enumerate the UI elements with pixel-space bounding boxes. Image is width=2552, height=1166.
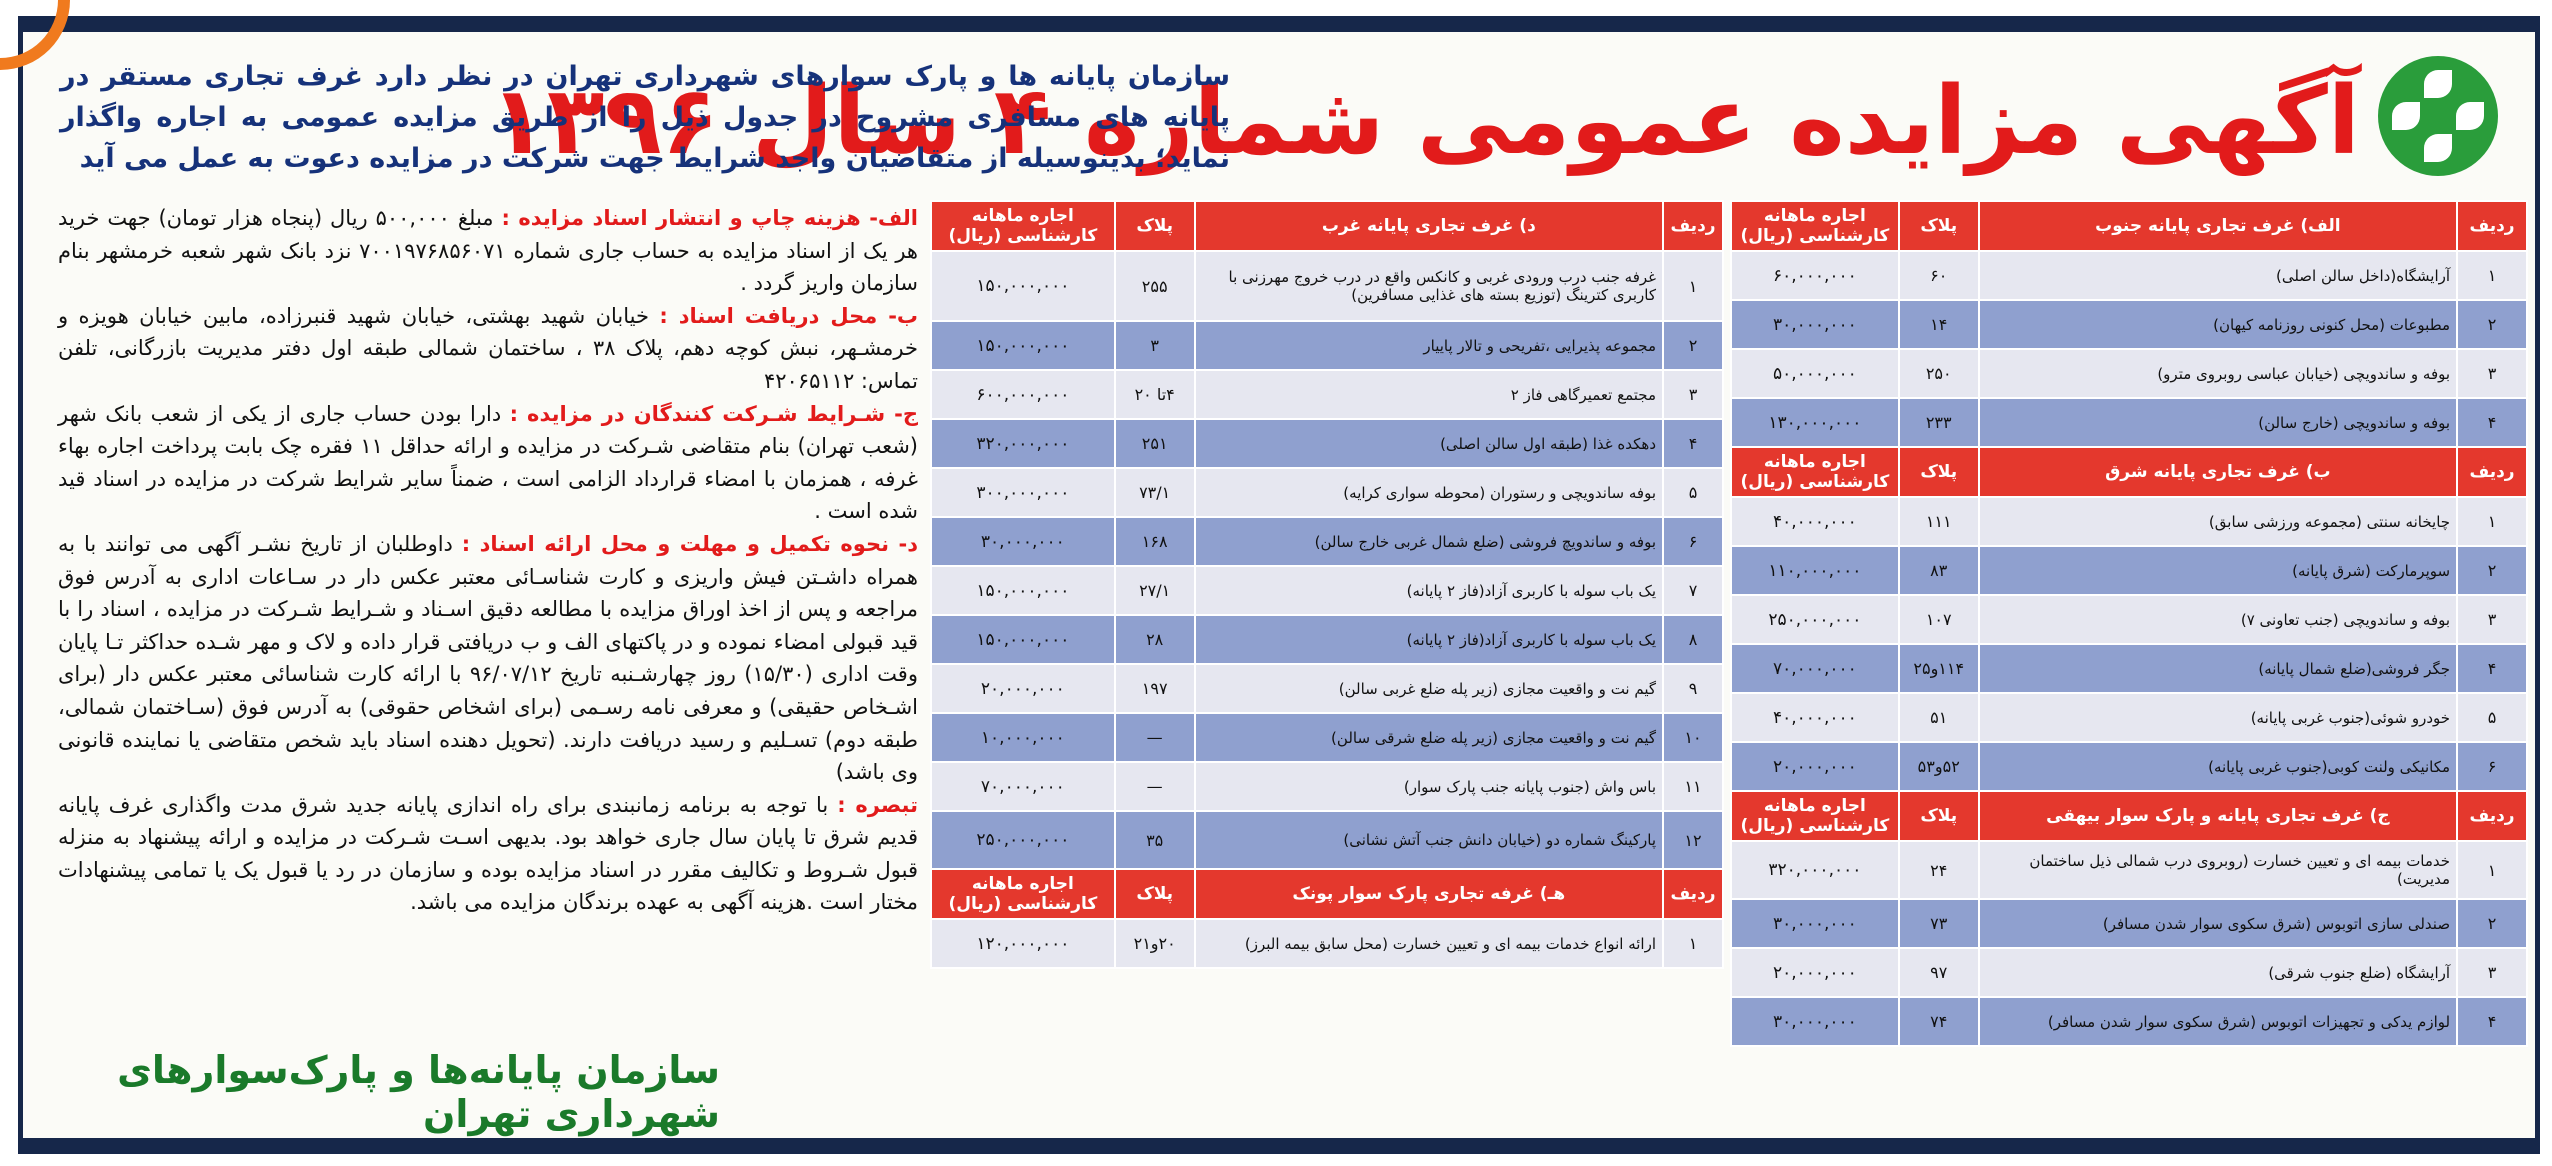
- table-header-a: [1731, 201, 2527, 251]
- plate-number: ۲۷/۱: [1115, 566, 1195, 615]
- item-name: بوفه و ساندویچی (جنب تعاونی ۷): [1979, 595, 2457, 644]
- item-name: بوفه و ساندویچی (خیابان عباسی روبروی مترو): [1979, 349, 2457, 398]
- plate-number: ۲۸: [1115, 615, 1195, 664]
- header-row-label: ردیف: [1663, 869, 1723, 919]
- table-row: [931, 419, 1723, 468]
- plate-number: ۲۵۵: [1115, 251, 1195, 321]
- plate-number: ۴تا ۲۰: [1115, 370, 1195, 419]
- table-row: [931, 615, 1723, 664]
- monthly-rent: ۱۵۰,۰۰۰,۰۰۰: [931, 321, 1115, 370]
- table-row: [1731, 595, 2527, 644]
- header-rent-label: اجاره ماهانه کارشناسی (ریال): [931, 201, 1115, 251]
- item-name: غرفه جنب درب ورودی غربی و کانکس واقع در درب خروج مهرزنی با کاربری کترینگ (توزیع بسته های غذایی مسافرین): [1195, 251, 1663, 321]
- auction-tables: [930, 200, 2528, 1130]
- item-name: مجموعه پذیرایی ،تفریحی و تالار پاییار: [1195, 321, 1663, 370]
- terms-b-heading: ب- محل دریافت اسناد :: [659, 303, 919, 328]
- table-row: [1731, 742, 2527, 791]
- row-number: ۷: [1663, 566, 1723, 615]
- row-number: ۴: [1663, 419, 1723, 468]
- plate-number: ۱۱۴و۲۵: [1899, 644, 1979, 693]
- plate-number: ۲۰و۲۱: [1115, 919, 1195, 968]
- row-number: ۸: [1663, 615, 1723, 664]
- table-row: [931, 811, 1723, 869]
- row-number: ۲: [2457, 300, 2527, 349]
- item-name: بوفه و ساندویچ فروشی (ضلع شمال غربی خارج سالن): [1195, 517, 1663, 566]
- plate-number: ۷۳/۱: [1115, 468, 1195, 517]
- monthly-rent: ۴۰,۰۰۰,۰۰۰: [1731, 693, 1899, 742]
- row-number: ۳: [2457, 948, 2527, 997]
- monthly-rent: ۳۰۰,۰۰۰,۰۰۰: [931, 468, 1115, 517]
- row-number: ۴: [2457, 644, 2527, 693]
- top-border: [18, 16, 2540, 32]
- monthly-rent: ۶۰۰,۰۰۰,۰۰۰: [931, 370, 1115, 419]
- ad-title: آگهی مزایده عمومی شماره ۴ سال ۱۳۹۶: [489, 67, 2360, 176]
- table-row: [1731, 546, 2527, 595]
- tehran-municipality-logo-icon: [2378, 56, 2498, 176]
- row-number: ۱: [2457, 841, 2527, 899]
- table-header-d: [931, 201, 1723, 251]
- table-row: [1731, 644, 2527, 693]
- row-number: ۴: [2457, 398, 2527, 447]
- item-name: یک باب سوله با کاربری آزاد(فاز ۲ پایانه): [1195, 566, 1663, 615]
- plate-number: ۶۰: [1899, 251, 1979, 300]
- table-header-b: [1731, 447, 2527, 497]
- terms-a-text: مبلغ ۵۰۰,۰۰۰ ریال (پنجاه هزار تومان) جهت خرید هر یک از اسناد مزایده به حساب جاری شماره ۷۰۰۱۹۷۶۸۵۶۰۷۱ نزد بانک شهر شعبه خرمشهر بنام سازمان واریز گردد .: [58, 206, 918, 296]
- terms-c-text: دارا بودن حساب جاری از یکی از شعب بانک شهر (شعب تهران) بنام متقاضی شـرکت در مزایده و ارائه حداقل ۱۱ فقره چک بابت پرداخت اجاره بهاء غرفه ، همزمان با امضاء قرارداد الزامی است ، ضمناً سایر شرایط شرکت در مزایده در اسناد قید شده است .: [58, 401, 918, 524]
- plate-number: ۱۴: [1899, 300, 1979, 349]
- table-row: [931, 517, 1723, 566]
- row-number: ۱: [2457, 251, 2527, 300]
- item-name: بوفه و ساندویچی (خارج سالن): [1979, 398, 2457, 447]
- item-name: بوفه ساندویچی و رستوران (محوطه سواری کرایه): [1195, 468, 1663, 517]
- monthly-rent: ۵۰,۰۰۰,۰۰۰: [1731, 349, 1899, 398]
- monthly-rent: ۳۲۰,۰۰۰,۰۰۰: [931, 419, 1115, 468]
- table-row: [931, 919, 1723, 968]
- monthly-rent: ۱۲۰,۰۰۰,۰۰۰: [931, 919, 1115, 968]
- item-name: آرایشگاه (ضلع جنوب شرقی): [1979, 948, 2457, 997]
- item-name: خدمات بیمه ای و تعیین خسارت (روبروی درب شمالی ذیل ساختمان مدیریت): [1979, 841, 2457, 899]
- item-name: گیم نت و واقعیت مجازی (زیر پله ضلع غربی سالن): [1195, 664, 1663, 713]
- plate-number: ۵۲و۵۳: [1899, 742, 1979, 791]
- row-number: ۴: [2457, 997, 2527, 1046]
- plate-number: —: [1115, 762, 1195, 811]
- item-name: صندلی سازی اتوبوس (شرق سکوی سوار شدن مسافر): [1979, 899, 2457, 948]
- plate-number: ۷۳: [1899, 899, 1979, 948]
- item-name: یک باب سوله با کاربری آزاد(فاز ۲ پایانه): [1195, 615, 1663, 664]
- monthly-rent: ۲۰,۰۰۰,۰۰۰: [931, 664, 1115, 713]
- item-name: باس واش (جنوب پایانه جنب پارک سوار): [1195, 762, 1663, 811]
- row-number: ۲: [2457, 546, 2527, 595]
- plate-number: —: [1115, 713, 1195, 762]
- monthly-rent: ۲۰,۰۰۰,۰۰۰: [1731, 948, 1899, 997]
- monthly-rent: ۳۰,۰۰۰,۰۰۰: [1731, 997, 1899, 1046]
- table-row: [931, 321, 1723, 370]
- row-number: ۹: [1663, 664, 1723, 713]
- monthly-rent: ۲۵۰,۰۰۰,۰۰۰: [931, 811, 1115, 869]
- monthly-rent: ۳۰,۰۰۰,۰۰۰: [1731, 899, 1899, 948]
- row-number: ۲: [2457, 899, 2527, 948]
- header-rent-label: اجاره ماهانه کارشناسی (ریال): [1731, 791, 1899, 841]
- item-name: خودرو شوئی(جنوب غربی پایانه): [1979, 693, 2457, 742]
- plate-number: ۱۱۱: [1899, 497, 1979, 546]
- monthly-rent: ۲۵۰,۰۰۰,۰۰۰: [1731, 595, 1899, 644]
- table-row: [931, 251, 1723, 321]
- organization-signature: سازمان پایانه‌ها و پارک‌سوارهای شهرداری تهران: [117, 1048, 720, 1136]
- item-name: پارکینگ شماره دو (خیابان دانش جنب آتش نشانی): [1195, 811, 1663, 869]
- terms-column: [58, 202, 918, 919]
- table-row: [1731, 693, 2527, 742]
- table-header-c: [1731, 791, 2527, 841]
- header-plate-label: پلاک: [1899, 201, 1979, 251]
- header-row-label: ردیف: [2457, 447, 2527, 497]
- monthly-rent: ۱۵۰,۰۰۰,۰۰۰: [931, 615, 1115, 664]
- item-name: مطبوعات (محل کنونی روزنامه کیهان): [1979, 300, 2457, 349]
- monthly-rent: ۱۱۰,۰۰۰,۰۰۰: [1731, 546, 1899, 595]
- section-title: ب) غرف تجاری پایانه شرق: [1979, 447, 2457, 497]
- monthly-rent: ۴۰,۰۰۰,۰۰۰: [1731, 497, 1899, 546]
- plate-number: ۱۰۷: [1899, 595, 1979, 644]
- note-heading: تبصره :: [837, 792, 918, 817]
- terms-a-heading: الف- هزینه چاپ و انتشار اسناد مزایده :: [501, 206, 919, 230]
- row-number: ۱۱: [1663, 762, 1723, 811]
- section-title: ج) غرف تجاری پایانه و پارک سوار بیهقی: [1979, 791, 2457, 841]
- item-name: سوپرمارکت (شرق پایانه): [1979, 546, 2457, 595]
- item-name: چایخانه سنتی (مجموعه ورزشی سابق): [1979, 497, 2457, 546]
- row-number: ۱: [1663, 919, 1723, 968]
- plate-number: ۹۷: [1899, 948, 1979, 997]
- header-plate-label: پلاک: [1899, 447, 1979, 497]
- tables-left: [930, 200, 1724, 969]
- row-number: ۳: [2457, 349, 2527, 398]
- header-plate-label: پلاک: [1115, 201, 1195, 251]
- tables-right: [1730, 200, 2528, 1047]
- monthly-rent: ۱۳۰,۰۰۰,۰۰۰: [1731, 398, 1899, 447]
- section-title: الف) غرف تجاری پایانه جنوب: [1979, 201, 2457, 251]
- row-number: ۱۲: [1663, 811, 1723, 869]
- table-row: [931, 370, 1723, 419]
- plate-number: ۲۵۰: [1899, 349, 1979, 398]
- plate-number: ۸۳: [1899, 546, 1979, 595]
- row-number: ۱۰: [1663, 713, 1723, 762]
- plate-number: ۲۴: [1899, 841, 1979, 899]
- table-row: [931, 664, 1723, 713]
- terms-b-text: خیابان شهید بهشتی، خیابان شهید قنبرزاده، مابین خیابان هویزه و خرمشـهر، نبش کوچه دهم، پلاک ۳۸ ، ساختمان شمالی طبقه اول دفتر مدیریت بازرگانی، تلفن تماس: ۴۲۰۶۵۱۱۲: [58, 303, 918, 393]
- bottom-border: [18, 1138, 2540, 1154]
- row-number: ۶: [2457, 742, 2527, 791]
- monthly-rent: ۳۲۰,۰۰۰,۰۰۰: [1731, 841, 1899, 899]
- row-number: ۱: [2457, 497, 2527, 546]
- table-row: [1731, 841, 2527, 899]
- item-name: جگر فروشی(ضلع شمال پایانه): [1979, 644, 2457, 693]
- table-row: [931, 566, 1723, 615]
- monthly-rent: ۳۰,۰۰۰,۰۰۰: [1731, 300, 1899, 349]
- monthly-rent: ۶۰,۰۰۰,۰۰۰: [1731, 251, 1899, 300]
- item-name: لوازم یدکی و تجهیزات اتوبوس (شرق سکوی سوار شدن مسافر): [1979, 997, 2457, 1046]
- plate-number: ۱۹۷: [1115, 664, 1195, 713]
- header-rent-label: اجاره ماهانه کارشناسی (ریال): [931, 869, 1115, 919]
- header-plate-label: پلاک: [1115, 869, 1195, 919]
- table-row: [1731, 300, 2527, 349]
- row-number: ۵: [1663, 468, 1723, 517]
- row-number: ۳: [2457, 595, 2527, 644]
- header-rent-label: اجاره ماهانه کارشناسی (ریال): [1731, 447, 1899, 497]
- closing-text: بدیهی اسـت شـرکت در مزایده و ارائه پیشنهاد به منزله قبول شـروط و تکالیف مقرر در اسناد مزایده بوده و سازمان در رد یا قبول یک یا تمامی پیشنهادات مختار است .هزینه آگهی به عهده برندگان مزایده می باشد.: [58, 825, 918, 915]
- plate-number: ۳۵: [1115, 811, 1195, 869]
- section-title: هـ) غرفه تجاری پارک سوار پونک: [1195, 869, 1663, 919]
- terms-d-heading: د- نحوه تکمیل و مهلت و محل ارائه اسناد :: [461, 531, 918, 556]
- table-row: [931, 468, 1723, 517]
- table-row: [931, 713, 1723, 762]
- row-number: ۲: [1663, 321, 1723, 370]
- header-plate-label: پلاک: [1899, 791, 1979, 841]
- row-number: ۱: [1663, 251, 1723, 321]
- section-title: د) غرف تجاری پایانه غرب: [1195, 201, 1663, 251]
- plate-number: ۲۵۱: [1115, 419, 1195, 468]
- table-row: [1731, 349, 2527, 398]
- item-name: آرایشگاه(داخل سالن اصلی): [1979, 251, 2457, 300]
- header-row-label: ردیف: [2457, 791, 2527, 841]
- monthly-rent: ۲۰,۰۰۰,۰۰۰: [1731, 742, 1899, 791]
- table-row: [1731, 398, 2527, 447]
- table-row: [1731, 497, 2527, 546]
- header-row-label: ردیف: [1663, 201, 1723, 251]
- table-row: [1731, 948, 2527, 997]
- monthly-rent: ۱۵۰,۰۰۰,۰۰۰: [931, 566, 1115, 615]
- intro-text: سازمان پایانه ها و پارک سوارهای شهرداری تهران در نظر دارد غرف تجاری مستقر در پایانه های مسافری مشروح در جدول ذیل را از طریق مزایده عمومی به اجاره واگذار نماید؛ بدینوسیله از متقاضیان واجد شرایط جهت شرکت در مزایده دعوت به عمل می آید: [60, 61, 1230, 174]
- item-name: گیم نت و واقعیت مجازی (زیر پله ضلع شرقی سالن): [1195, 713, 1663, 762]
- note-text: با توجه به برنامه زمانبندی برای راه اندازی پایانه جدید شرق مدت واگذاری غرف پایانه قدیم شرق تا پایان سال جاری خواهد بود.: [58, 792, 918, 850]
- table-row: [1731, 251, 2527, 300]
- item-name: ارائه انواع خدمات بیمه ای و تعیین خسارت (محل سابق بیمه البرز): [1195, 919, 1663, 968]
- row-number: ۳: [1663, 370, 1723, 419]
- plate-number: ۳: [1115, 321, 1195, 370]
- terms-c-heading: ج- شـرایط شـرکت کنندگان در مزایده :: [509, 401, 918, 426]
- monthly-rent: ۱۵۰,۰۰۰,۰۰۰: [931, 251, 1115, 321]
- row-number: ۵: [2457, 693, 2527, 742]
- plate-number: ۵۱: [1899, 693, 1979, 742]
- table-row: [1731, 899, 2527, 948]
- header-rent-label: اجاره ماهانه کارشناسی (ریال): [1731, 201, 1899, 251]
- plate-number: ۱۶۸: [1115, 517, 1195, 566]
- table-row: [931, 762, 1723, 811]
- header-row-label: ردیف: [2457, 201, 2527, 251]
- item-name: مجتمع تعمیرگاهی فاز ۲: [1195, 370, 1663, 419]
- plate-number: ۲۳۳: [1899, 398, 1979, 447]
- monthly-rent: ۷۰,۰۰۰,۰۰۰: [931, 762, 1115, 811]
- monthly-rent: ۱۰,۰۰۰,۰۰۰: [931, 713, 1115, 762]
- terms-d-text: داوطلبان از تاریخ نشـر آگهی می توانند با به همراه داشـتن فیش واریزی و کارت شناسـائی معتبر عکس دار در سـاعات اداری به آدرس فوق مراجعه و پس از اخذ اوراق مزایده با مطالعه دقیق اسـناد و شـرایط شـرکت در مزایده ، اسناد را با قید قبولی امضاء نموده و در پاکتهای الف و ب دریافتی قرار داده و لاک و مهر شـده حداکثر تـا پایان وقت اداری (۱۵/۳۰) روز چهارشـنبه تاریخ ۹۶/۰۷/۱۲ با ارائه کارت شناسائی معتبر عکس دار (برای اشـخاص حقیقی) و معرفی نامه رسـمی (برای اشخاص حقوقی) به آدرس فوق (سـاختمان شمالی، طبقه دوم) تسـلیم و رسید دریافت دارند. (تحویل دهنده اسناد باید شخص متقاضی یا نماینده قانونی وی باشد): [58, 531, 918, 785]
- row-number: ۶: [1663, 517, 1723, 566]
- item-name: دهکده غذا (طبقه اول سالن اصلی): [1195, 419, 1663, 468]
- table-header-e: [931, 869, 1723, 919]
- table-row: [1731, 997, 2527, 1046]
- item-name: مکانیکی ولنت کوبی(جنوب غربی پایانه): [1979, 742, 2457, 791]
- monthly-rent: ۳۰,۰۰۰,۰۰۰: [931, 517, 1115, 566]
- plate-number: ۷۴: [1899, 997, 1979, 1046]
- monthly-rent: ۷۰,۰۰۰,۰۰۰: [1731, 644, 1899, 693]
